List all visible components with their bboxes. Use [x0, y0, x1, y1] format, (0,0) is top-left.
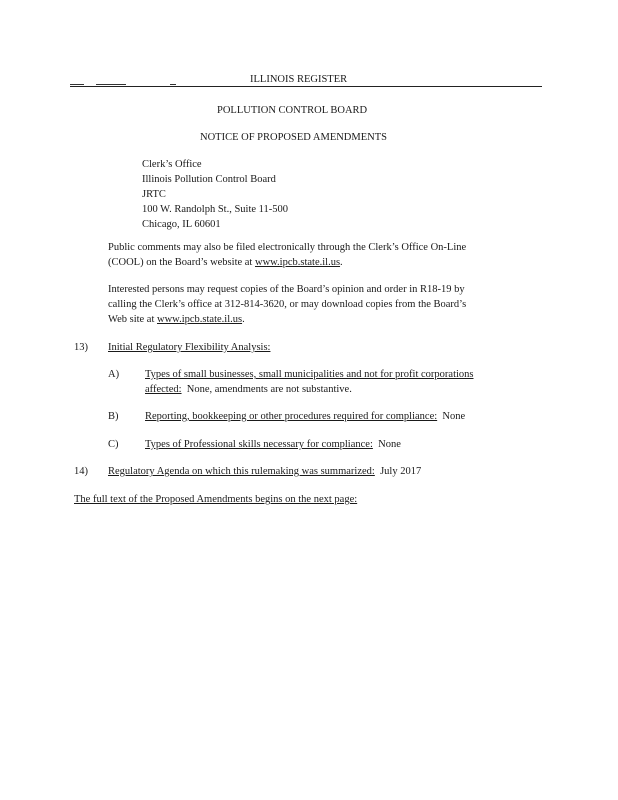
- item-letter: A): [108, 369, 120, 380]
- item-label: affected:: [145, 384, 182, 395]
- stray-mark: [170, 84, 176, 85]
- section-number: 14): [74, 466, 88, 477]
- item-line: [145, 409, 465, 424]
- copies-text: Web site at: [108, 314, 158, 325]
- stray-mark: [96, 84, 126, 85]
- item-line: [145, 437, 401, 452]
- address-line-office: Clerk’s Office: [142, 159, 202, 170]
- full-text-note: The full text of the Proposed Amendments begins on the next page:: [74, 494, 358, 505]
- copies-line: [108, 312, 245, 327]
- public-comments-line: Public comments may also be filed electronically through the Clerk’s Office On-Line: [108, 242, 467, 253]
- section-number: 13): [74, 342, 88, 353]
- section-line: [108, 464, 421, 479]
- item-letter: C): [108, 439, 119, 450]
- item-line: [145, 382, 352, 397]
- public-comments-text: (COOL) on the Board’s website at: [108, 257, 255, 268]
- section-label: Regulatory Agenda on which this rulemaking was summarized:: [108, 466, 375, 477]
- stray-mark: [70, 84, 84, 85]
- section-value: July 2017: [380, 466, 422, 477]
- item-label: Types of small businesses, small municipalities and not for profit corporations: [145, 369, 474, 380]
- item-value: None, amendments are not substantive.: [186, 384, 352, 395]
- punctuation: .: [340, 257, 343, 268]
- board-title: POLLUTION CONTROL BOARD: [217, 105, 368, 116]
- notice-title: NOTICE OF PROPOSED AMENDMENTS: [200, 132, 387, 143]
- address-line-board: Illinois Pollution Control Board: [142, 174, 276, 185]
- copies-line: Interested persons may request copies of the Board’s opinion and order in R18-19 by: [108, 284, 465, 295]
- item-label: Reporting, bookkeeping or other procedures required for compliance:: [145, 411, 438, 422]
- board-website-link[interactable]: www.ipcb.state.il.us: [254, 257, 341, 268]
- register-title: ILLINOIS REGISTER: [250, 74, 348, 85]
- item-label: Types of Professional skills necessary for compliance:: [145, 439, 373, 450]
- board-website-link[interactable]: www.ipcb.state.il.us: [157, 314, 243, 325]
- copies-line: calling the Clerk’s office at 312-814-3620, or may download copies from the Board’s: [108, 299, 467, 310]
- item-value: None: [378, 439, 401, 450]
- address-line-city: Chicago, IL 60601: [142, 219, 221, 230]
- address-line-street: 100 W. Randolph St., Suite 11-500: [142, 204, 289, 215]
- item-value: None: [442, 411, 466, 422]
- header-rule: [70, 86, 542, 87]
- public-comments-line: [108, 255, 343, 270]
- section-title: Initial Regulatory Flexibility Analysis:: [108, 342, 271, 353]
- item-letter: B): [108, 411, 119, 422]
- punctuation: .: [242, 314, 245, 325]
- address-line-building: JRTC: [142, 189, 166, 200]
